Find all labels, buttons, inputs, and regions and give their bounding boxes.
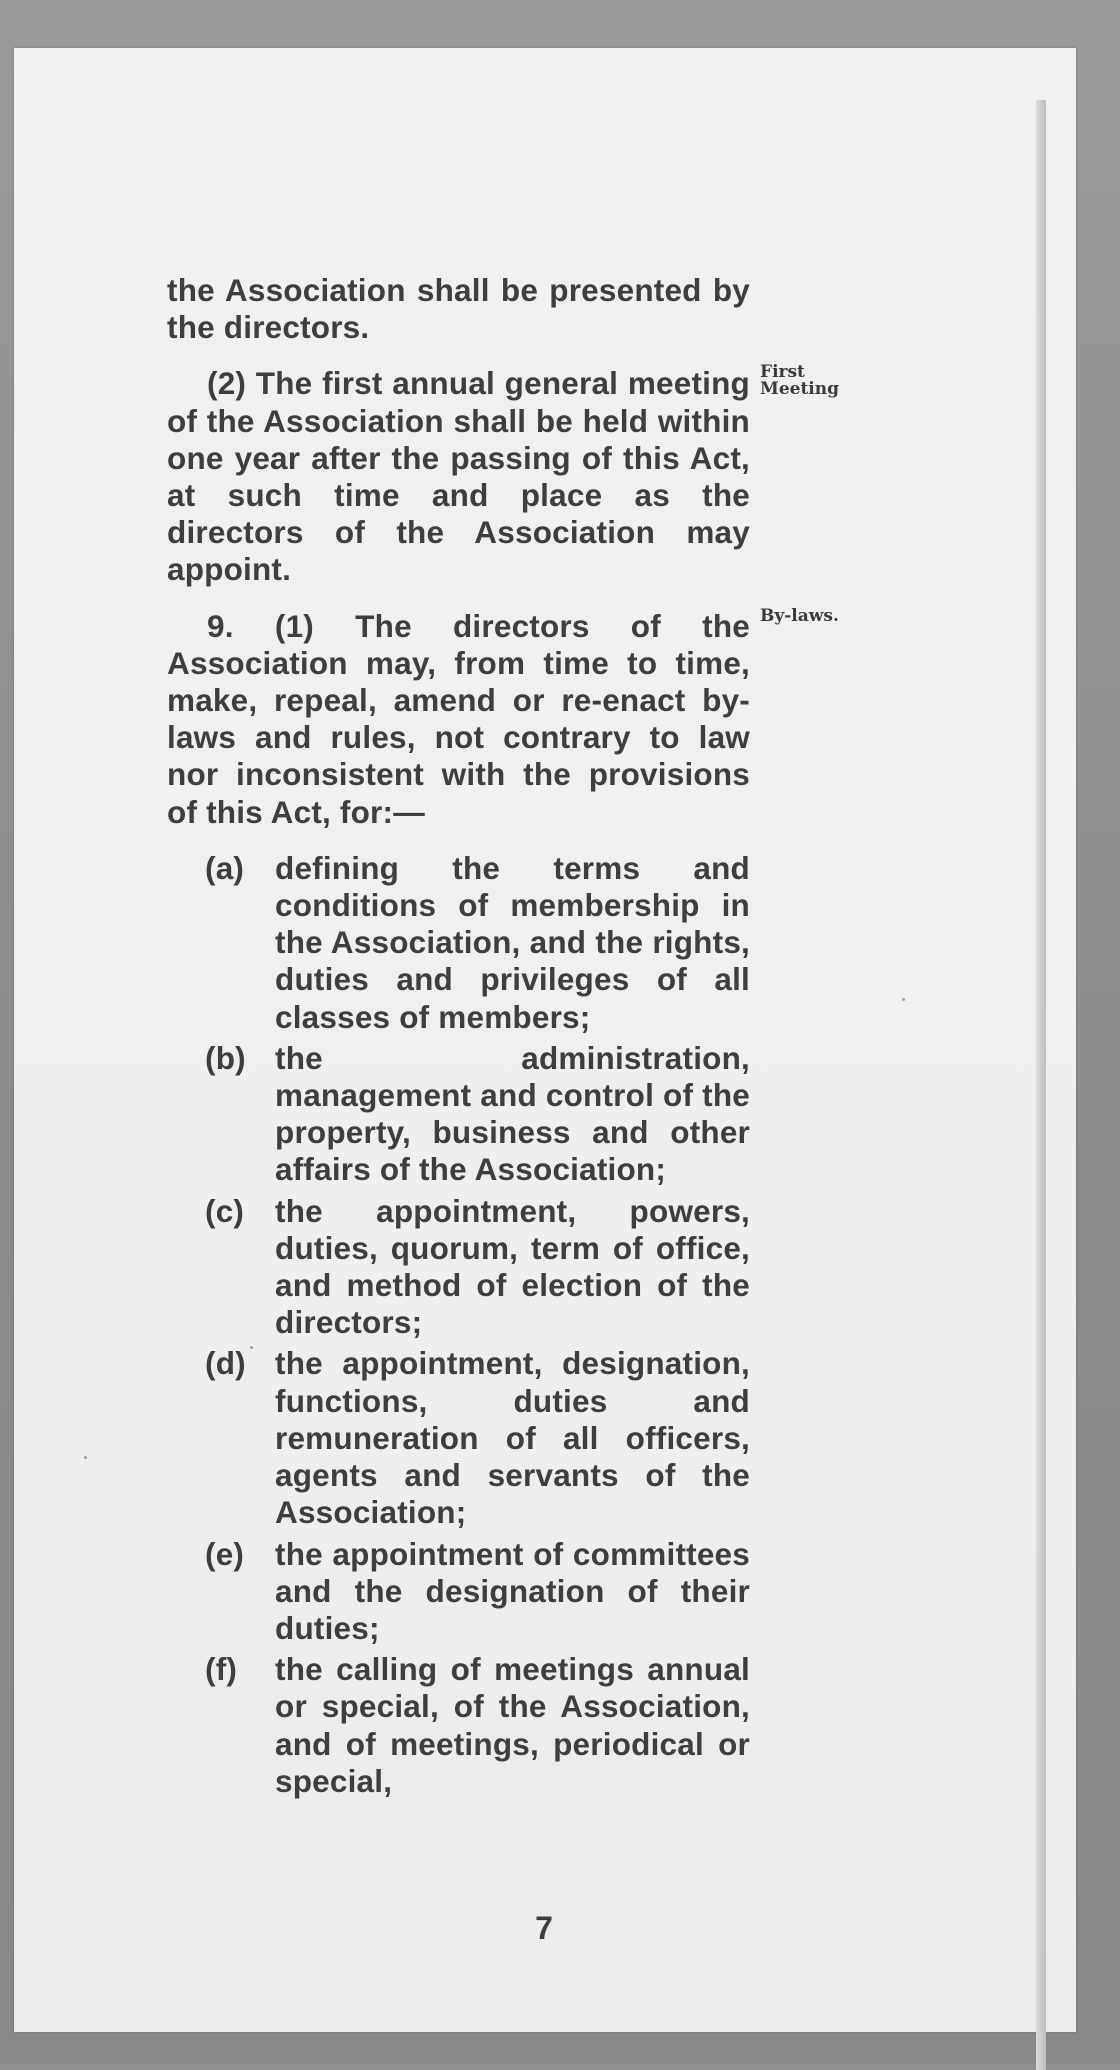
list-item xyxy=(167,850,750,1036)
item-label: (c) xyxy=(205,1192,245,1229)
item-label: (f) xyxy=(205,1651,238,1688)
margin-note-first-meeting: First Meeting xyxy=(760,362,840,399)
item-text: the appointment, powers, duties, quorum, term of office, and method of election of the directors; xyxy=(275,1192,750,1341)
item-label: (d) xyxy=(205,1345,246,1382)
paragraph-bylaws: 9. (1) The directors of the Association may, from time to time, make, repeal, amend or re-enact by-laws and rules, not contrary to law nor inconsistent with the provisions of this Act, for:— xyxy=(167,607,750,830)
list-item xyxy=(167,1193,750,1342)
item-text: the appointment, designation, functions, duties and remuneration of all officers, agents and servants of the Association; xyxy=(275,1345,750,1531)
paper-speck xyxy=(902,998,905,1001)
item-text: the calling of meetings annual or special, of the Association, and of meetings, periodical or special, xyxy=(275,1651,750,1799)
list-item xyxy=(167,1345,750,1531)
paragraph-continuation: the Association shall be presented by the directors. xyxy=(167,272,750,346)
document-page xyxy=(14,48,1076,2032)
paragraph-gap xyxy=(167,346,750,365)
page-number: 7 xyxy=(535,1910,553,1946)
paper-speck xyxy=(84,1456,87,1459)
paper-speck xyxy=(250,1346,253,1349)
paragraph-gap xyxy=(167,589,750,608)
paragraph-first-meeting: (2) The first annual general meeting of the Association shall be held within one year after the passing of this Act, at such time and place as the directors of the Association may appoint. xyxy=(167,365,750,588)
item-label: (a) xyxy=(205,849,245,886)
item-label: (b) xyxy=(205,1039,246,1076)
margin-note-bylaws: By-laws. xyxy=(760,606,839,626)
item-label: (e) xyxy=(205,1535,245,1572)
item-text: defining the terms and conditions of membership in the Association, and the rights, duties and privileges of all classes of members; xyxy=(275,849,750,1035)
item-text: the administration, management and control of the property, business and other affairs of the Association; xyxy=(275,1039,750,1188)
item-text: the appointment of committees and the designation of their duties; xyxy=(275,1535,750,1646)
list-item xyxy=(167,1536,750,1648)
body-text-column xyxy=(167,272,750,1804)
bylaw-items-list xyxy=(167,850,750,1800)
list-item xyxy=(167,1040,750,1189)
page-edge xyxy=(1036,100,1046,2070)
list-item xyxy=(167,1651,750,1800)
